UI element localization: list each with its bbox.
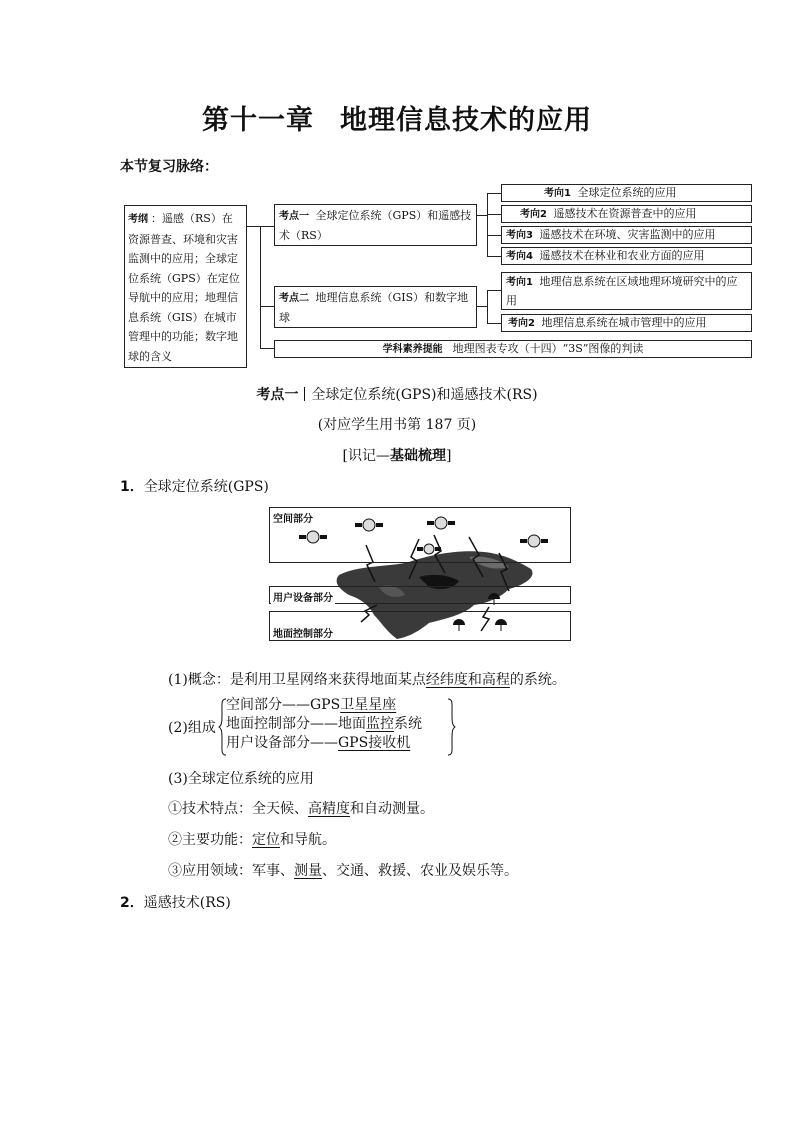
direction-1-box: 考向1 全球定位系统的应用 xyxy=(501,184,752,202)
user-label: 用户设备部分 xyxy=(271,589,335,604)
outline-text: ：遥感（RS）在资源普查、环境和灾害监测中的应用；全球定位系统（GPS）在定位导航中的应用；地理信息系统（GIS）在城市管理中的功能；数字地球的含义 xyxy=(128,212,240,363)
composition-row-1: 空间部分——GPS卫星星座 xyxy=(226,697,397,713)
concept-underlined: 经纬度和高程 xyxy=(425,672,510,688)
composition-label: (2)组成 xyxy=(168,720,216,736)
outline-tag: 考纲 xyxy=(128,214,148,225)
tech-features-line: ①技术特点：全天候、高精度和自动测量。 xyxy=(168,801,434,817)
point-2-tag: 考点二 xyxy=(279,293,309,304)
review-label: 本节复习脉络： xyxy=(120,159,218,175)
main-function-line: ②主要功能：定位和导航。 xyxy=(168,832,336,848)
page-title xyxy=(0,98,794,137)
application-heading: (3)全球定位系统的应用 xyxy=(168,771,314,787)
direction-3-box: 考向3 遥感技术在环境、灾害监测中的应用 xyxy=(501,226,752,244)
chapter-number: 第十一章 xyxy=(202,105,314,136)
item-1-heading: 1．全球定位系统(GPS) xyxy=(120,479,269,495)
outline-box xyxy=(124,205,247,368)
chapter-title: 地理信息技术的应用 xyxy=(340,105,592,136)
composition-row-3: 用户设备部分——GPS接收机 xyxy=(226,735,411,751)
concept-line: (1)概念：是利用卫星网络来获得地面某点经纬度和高程的系统。 xyxy=(168,672,566,688)
composition-row-2: 地面控制部分——地面监控系统 xyxy=(226,716,422,732)
ground-label: 地面控制部分 xyxy=(271,625,335,640)
point-1-tag: 考点一 xyxy=(279,211,309,222)
gps-diagram xyxy=(269,507,571,642)
section-tag: 考点一 xyxy=(256,387,299,403)
point-2-box xyxy=(274,286,477,328)
direction-6-box: 考向2 地理信息系统在城市管理中的应用 xyxy=(501,314,752,332)
point-1-box xyxy=(274,204,477,246)
section-title: 全球定位系统(GPS)和遥感技术(RS) xyxy=(311,387,538,403)
direction-4-box: 考向4 遥感技术在林业和农业方面的应用 xyxy=(501,247,752,265)
application-field-line: ③应用领域：军事、测量、交通、救援、农业及娱乐等。 xyxy=(168,863,518,879)
item-2-heading: 2．遥感技术(RS) xyxy=(120,895,231,911)
point-2-text: 地理信息系统（GIS）和数字地球 xyxy=(279,291,469,324)
direction-2-box: 考向2 遥感技术在资源普查中的应用 xyxy=(501,205,752,223)
page-reference: (对应学生用书第 187 页) xyxy=(317,417,477,433)
subheading: [识记—基础梳理] xyxy=(342,448,452,464)
composition-block xyxy=(168,696,468,758)
space-label: 空间部分 xyxy=(271,510,315,525)
right-brace-icon xyxy=(446,698,456,756)
direction-5-box: 考向1 地理信息系统在区域地理环境研究中的应用 xyxy=(501,272,752,310)
literacy-box: 学科素养提能 地理图表专攻（十四）“3S”图像的判读 xyxy=(274,340,752,358)
section-heading xyxy=(0,384,794,404)
point-1-text: 全球定位系统（GPS）和遥感技术（RS） xyxy=(279,209,472,242)
